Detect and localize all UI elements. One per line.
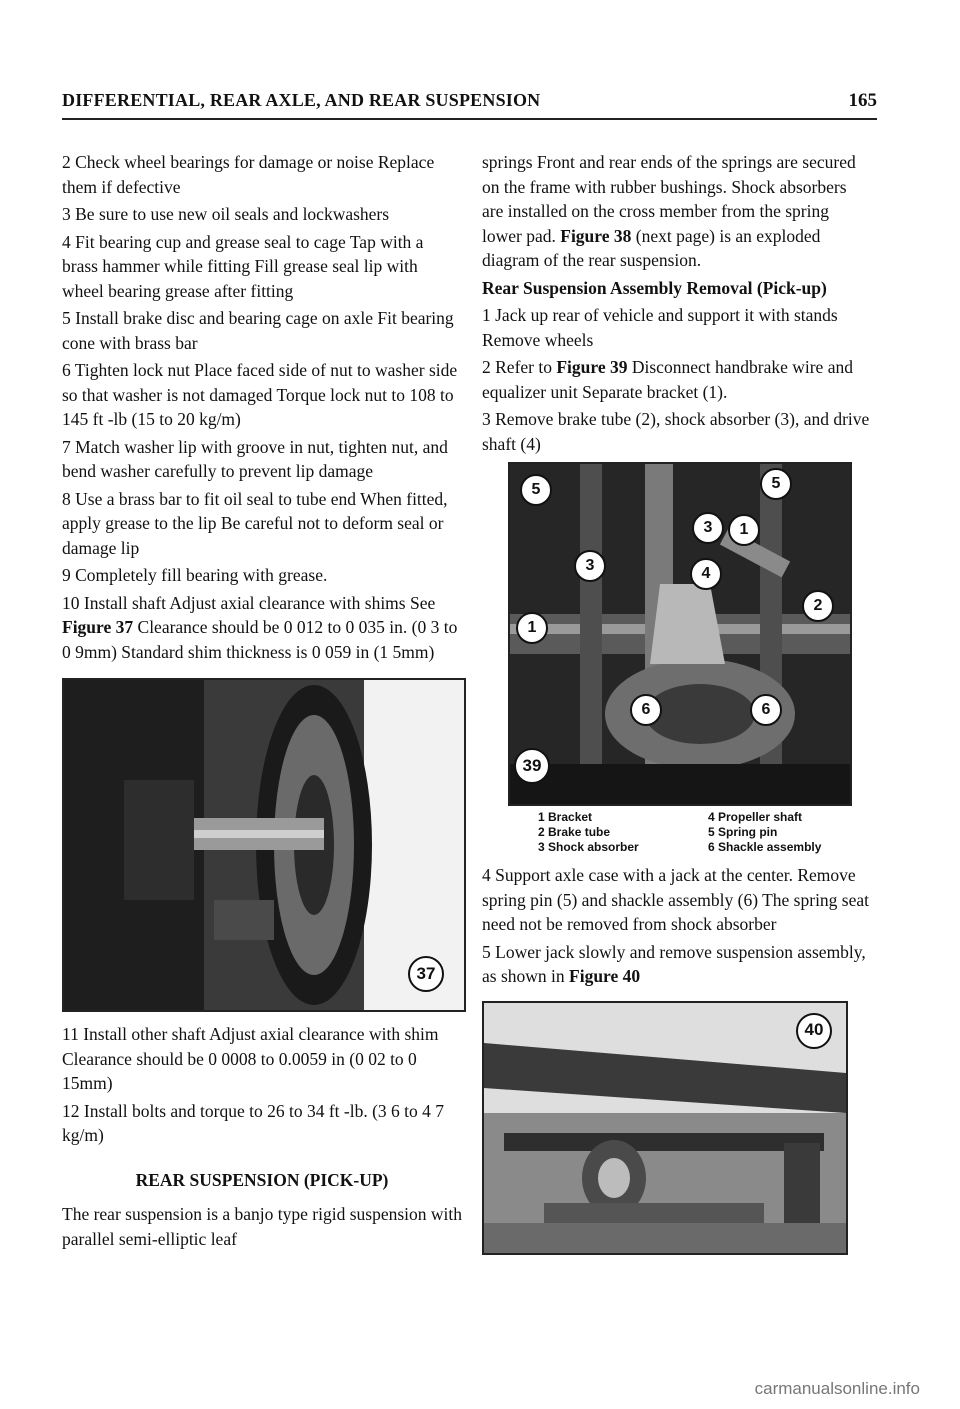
figure-39-legend [482,810,872,855]
page-number: 165 [848,90,877,111]
watermark: carmanualsonline.info [754,1379,920,1398]
callout-1-upper: 1 [728,514,760,546]
legend-item-2: 2 Brake tube [538,825,611,839]
figure-37-ref: Figure 37 [62,617,134,637]
step-10 [62,591,462,665]
step-8: 8 Use a brass bar to fit oil seal to tube end When fitted, apply grease to the lip Be careful not to deform seal or damage lip [62,488,448,558]
figure-38-ref: Figure 38 [560,225,632,246]
legend-item-1: 1 Bracket [538,810,593,824]
step-4: 4 Fit bearing cup and grease seal to cage Tap with a brass hammer while fitting Fill grease seal lip with wheel bearing grease after fitting [62,231,424,301]
section-paragraph: The rear suspension is a banjo type rigid suspension with parallel semi-elliptic leaf [62,1204,463,1249]
callout-2: 2 [802,590,834,622]
section-heading: REAR SUSPENSION (PICK-UP) [135,1169,389,1190]
removal-step-5 [482,940,872,989]
step-2: 2 Check wheel bearings for damage or noise Replace them if defective [62,152,435,197]
step-5: 5 Install brake disc and bearing cage on axle Fit bearing cone with brass bar [62,308,454,353]
step-10-text-a: 10 Install shaft Adjust axial clearance with shims See [62,592,436,613]
chapter-title: DIFFERENTIAL, REAR AXLE, AND REAR SUSPENSION [62,90,541,110]
figure-37-label: 37 [408,956,444,992]
para-springs-b: (next page) is an exploded diagram of the rear suspension. [482,225,821,270]
callout-6-left: 6 [630,694,662,726]
left-column [62,150,462,1012]
figure-39-ref: Figure 39 [556,357,628,377]
figure-39-photo [508,462,852,806]
removal-step-2-b: Disconnect handbrake wire and equalizer unit Separate bracket (1). [482,357,853,402]
step-6: 6 Tighten lock nut Place faced side of nut to washer side so that washer is not damaged Torque lock nut to 108 to 145 ft -lb (15 to 20 kg/m) [62,360,458,429]
callout-6-right: 6 [750,694,782,726]
step-9: 9 Completely fill bearing with grease. [62,565,328,585]
step-7: 7 Match washer lip with groove in nut, tighten nut, and bend washer carefully to prevent lip damage [62,436,448,481]
callout-5-left: 5 [520,474,552,506]
legend-item-4: 4 Propeller shaft [708,810,803,824]
figure-40-photo [482,1001,848,1255]
callout-1-lower: 1 [516,612,548,644]
removal-step-5-a: 5 Lower jack slowly and remove suspension assembly, as shown in [482,941,866,986]
step-12: 12 Install bolts and torque to 26 to 34 ft -lb. (3 6 to 4 7 kg/m) [62,1100,445,1145]
callout-4: 4 [690,558,722,590]
suspension-underside-illustration [510,464,850,804]
removal-step-4: 4 Support axle case with a jack at the center. Remove spring pin (5) and shackle assembly (6) The spring seat need not be removed from shock absorber [482,865,870,934]
axle-hub-illustration [64,680,464,1010]
subheading-removal: Rear Suspension Assembly Removal (Pick-up) [482,277,827,298]
para-springs [482,150,872,273]
suspension-on-jack-illustration [484,1003,846,1253]
figure-40-label: 40 [796,1013,832,1049]
right-column [482,150,872,1255]
removal-step-2-a: 2 Refer to [482,357,557,377]
removal-step-1: 1 Jack up rear of vehicle and support it with stands Remove wheels [482,305,838,350]
removal-step-3: 3 Remove brake tube (2), shock absorber (3), and drive shaft (4) [482,409,870,454]
para-springs-a: springs Front and rear ends of the springs are secured on the frame with rubber bushings. Shock absorbers are installed on the cross member from the spring lower pad. [482,152,856,246]
step-3: 3 Be sure to use new oil seals and lockwashers [62,204,390,224]
legend-item-3: 3 Shock absorber [538,840,639,854]
figure-37-photo [62,678,466,1012]
callout-5-right: 5 [760,468,792,500]
left-column-lower [62,1022,462,1254]
step-10-text-b: Clearance should be 0 012 to 0 035 in. (0 3 to 0 9mm) Standard shim thickness is 0 059 in (1 5mm) [62,617,458,662]
callout-3-lower: 3 [574,550,606,582]
step-11: 11 Install other shaft Adjust axial clearance with shim Clearance should be 0 0008 to 0.0059 in (0 02 to 0 15mm) [62,1024,439,1093]
legend-item-5: 5 Spring pin [708,825,778,839]
removal-step-2 [482,355,872,404]
figure-40-ref: Figure 40 [569,966,641,986]
legend-item-6: 6 Shackle assembly [708,840,822,854]
page-header [62,88,877,120]
callout-3-upper: 3 [692,512,724,544]
figure-39-label: 39 [514,748,550,784]
